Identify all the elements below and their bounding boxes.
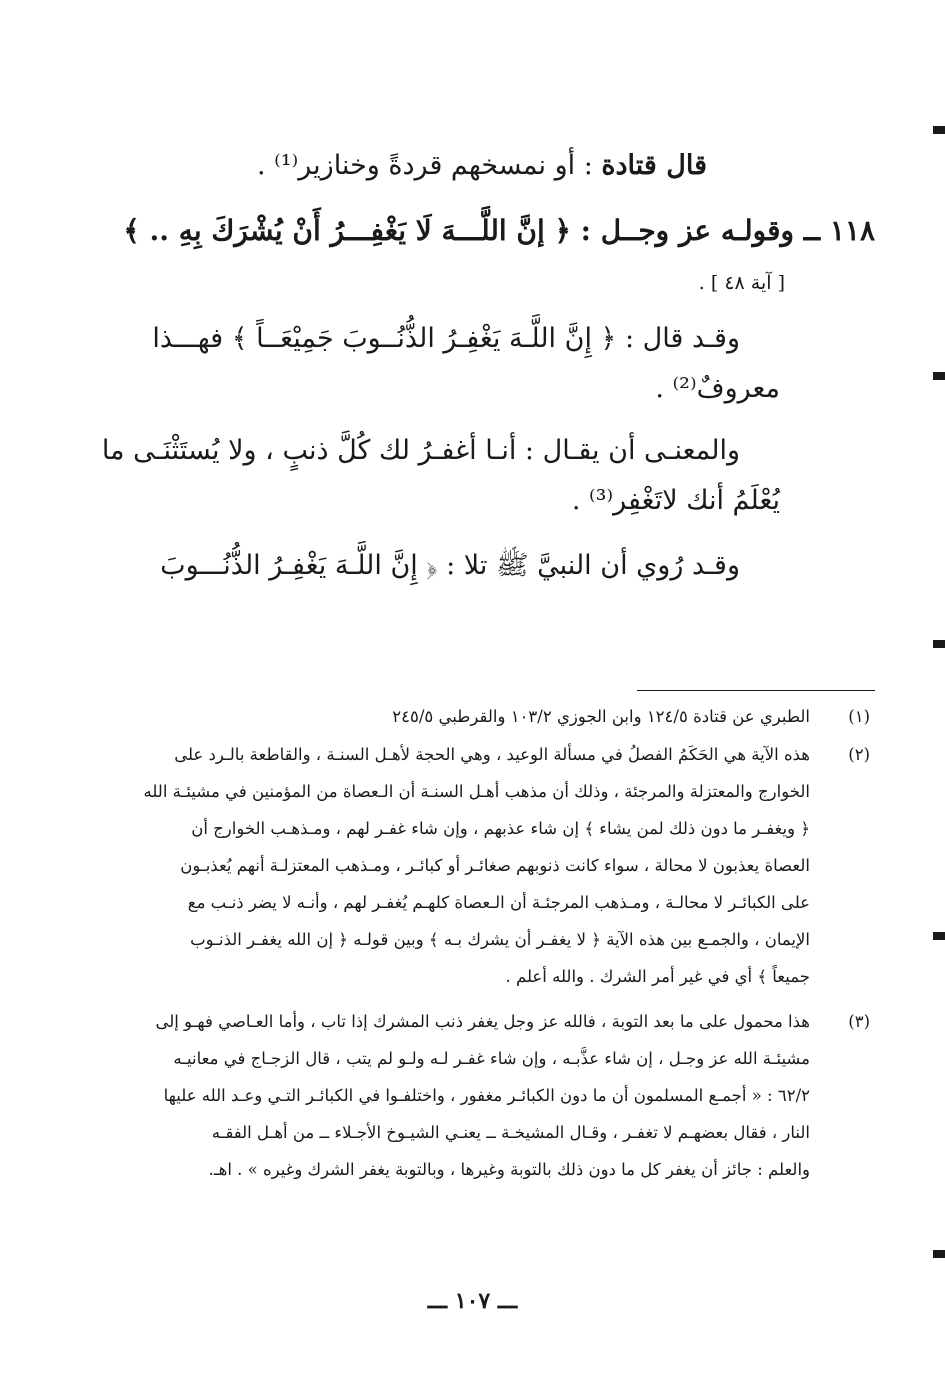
qatada-label: قال قتادة [601, 150, 707, 181]
footnote-2-line: ﴿ ويغفـر ما دون ذلك لمن يشاء ﴾ إن شاء عذبهم ، وإن شاء غفـر لهم ، ومـذهـب الخوارج أن [191, 819, 810, 838]
para3-line1: وقـد رُوي أن النبيَّ ﷺ تلا : ﴿ إِنَّ اللَّـهَ يَغْفِـرُ الذُّنُـــوبَ [160, 550, 740, 581]
para1-line1: وقـد قال : ﴿ إِنَّ اللَّـهَ يَغْفِـرُ الذُّنُــوبَ جَمِيْعَــاً ﴾ فهـــذا [152, 323, 740, 354]
footnote-3-number: (٣) [848, 1012, 870, 1031]
footnote-separator [637, 690, 875, 691]
footnote-1-line: الطبري عن قتادة ١٢٤/٥ وابن الجوزي ١٠٣/٢ والقرطبي ٢٤٥/٥ [392, 707, 810, 726]
margin-mark [933, 372, 945, 380]
margin-mark [933, 126, 945, 134]
line-qatada [257, 150, 707, 181]
footnote-3-line: هذا محمول على ما بعد التوبة ، فالله عز وجل يغفر ذنب المشرك إذا تاب ، وأما العـاصي فهـو إلى [155, 1012, 810, 1031]
footnote-2-line: الخوارج والمعتزلة والمرجئة ، وذلك أن مذهب أهـل السنـة أن الـعصاة من المؤمنين في مشيئـة الله [143, 782, 810, 801]
qatada-quote: : أو نمسخهم قردةً وخنازير⁽¹⁾ . [256, 150, 593, 181]
para2-line2: يُعْلَمُ أنك لاتَغْفِر⁽³⁾ . [571, 485, 780, 516]
margin-mark [933, 932, 945, 940]
para1-line2: معروفٌ⁽²⁾ . [655, 373, 780, 404]
footnote-3-line: مشيئـة الله عز وجـل ، إن شاء عذَّبـه ، وإن شاء غفـر لـه ولـو لم يتب ، قال الزجـاج في معانيـه [173, 1049, 810, 1068]
footnote-2-line: هذه الآية هي الحَكَمُ الفصلُ في مسألة الوعيد ، وهي الحجة لأهـل السنـة ، والقاطعة بالـرد على [174, 745, 810, 764]
margin-mark [933, 1250, 945, 1258]
footnote-1-number: (١) [848, 707, 870, 726]
footnote-3-line: والعلم : جائز أن يغفر كل ما دون ذلك بالتوبة وغيرها ، وبالتوبة يغفر الشرك وغيره » . اهـ. [208, 1160, 810, 1179]
footnote-2-line: الإيمان ، والجمـع بين هذه الآية ﴿ لا يغفـر أن يشرك بـه ﴾ وبين قولـه ﴿ إن الله يغفـر الذنـوب [190, 930, 810, 949]
aya-reference: [ آية ٤٨ ] . [698, 272, 785, 294]
footnote-2-number: (٢) [848, 745, 870, 764]
margin-mark [933, 640, 945, 648]
footnote-2-line: على الكبائـر لا محالـة ، ومـذهب المرجئـة أن الـعصاة كلهـم يُغفـر لهم ، وأنـه لا يضر ذنـب مع [187, 893, 810, 912]
verse-heading: ١١٨ ــ وقولـه عز وجــل : ﴿ إنَّ اللَّـــهَ لَا يَغْفِـــرُ أَنْ يُشْرَكَ بِهِ .. ﴾ [123, 214, 875, 247]
footnote-2-line: العصاة يعذبون لا محالة ، سواء كانت ذنوبهم صغائـر أو كبائـر ، ومـذهب المعتزلـة أنهم يُعذبـون [180, 856, 810, 875]
footnote-3-line: النار ، فقال بعضهـم لا تغفـر ، وقـال المشيخـة ــ يعنـي الشيـوخ الأجـلاء ــ من أهـل الفقـه [211, 1123, 810, 1142]
page-number: ـــ ١٠٧ ـــ [427, 1288, 518, 1314]
footnote-2-line: جميعاً ﴾ أي في غير أمر الشرك . والله أعلم . [505, 967, 810, 986]
footnote-3-line: ٦٢/٢ : « أجمـع المسلمون أن ما دون الكبائـر مغفور ، واختلفـوا في الكبائـر التـي وعـد الله عليها [163, 1086, 810, 1105]
para2-line1: والمعنـى أن يقـال : أنـا أغفـرُ لك كُلَّ ذنبٍ ، ولا يُستَثْنَـى ما [101, 435, 740, 466]
